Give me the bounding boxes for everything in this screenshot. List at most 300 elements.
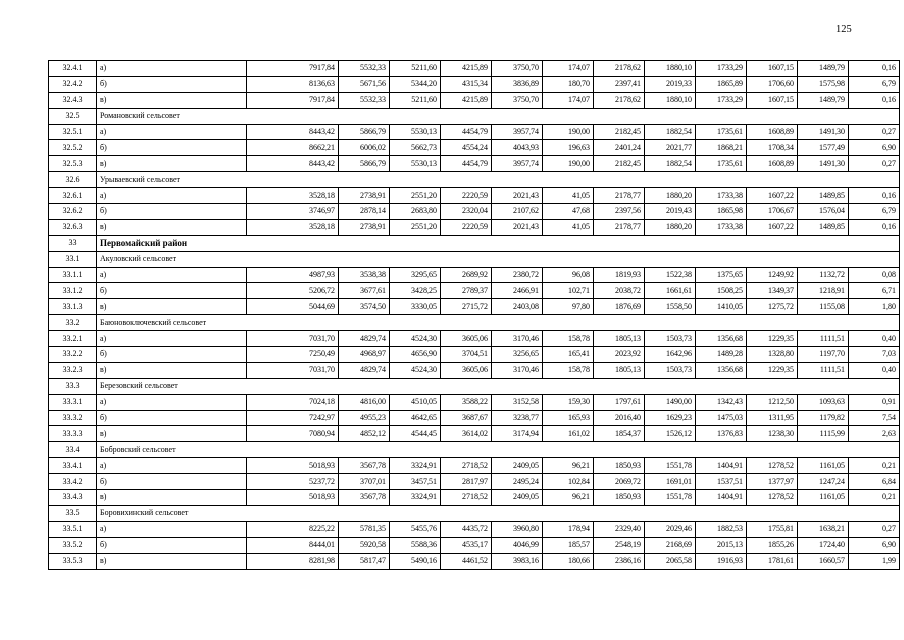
value-cell: 8443,42 (247, 156, 339, 172)
value-cell: 1724,40 (798, 537, 849, 553)
section-title: Бобровский сельсовет (97, 442, 900, 458)
row-code: 33.3.3 (49, 426, 97, 442)
value-cell: 3574,50 (339, 299, 390, 315)
value-cell: 1179,82 (798, 410, 849, 426)
value-cell: 1607,22 (747, 219, 798, 235)
section-title: Акуловский сельсовет (97, 251, 900, 267)
value-cell: 4829,74 (339, 362, 390, 378)
value-cell: 7031,70 (247, 331, 339, 347)
value-cell: 2789,37 (441, 283, 492, 299)
row-variant-label: а) (97, 61, 247, 77)
value-cell: 1882,54 (645, 124, 696, 140)
value-cell: 2466,91 (492, 283, 543, 299)
row-code: 33.5.3 (49, 553, 97, 569)
value-cell: 5530,13 (390, 156, 441, 172)
value-cell: 8443,42 (247, 124, 339, 140)
value-cell: 1642,96 (645, 347, 696, 363)
value-cell: 1132,72 (798, 267, 849, 283)
value-cell: 1805,13 (594, 362, 645, 378)
section-title: Романовский сельсовет (97, 108, 900, 124)
value-cell: 3983,16 (492, 553, 543, 569)
value-cell: 5532,33 (339, 61, 390, 77)
value-cell: 3170,46 (492, 331, 543, 347)
value-cell: 2069,72 (594, 474, 645, 490)
value-cell: 3687,67 (441, 410, 492, 426)
value-cell: 1489,79 (798, 92, 849, 108)
value-cell: 185,57 (543, 537, 594, 553)
table-row (49, 347, 900, 363)
district-title: Первомайский район (97, 235, 900, 251)
value-cell: 0,27 (849, 521, 900, 537)
value-cell: 2168,69 (645, 537, 696, 553)
row-variant-label: в) (97, 553, 247, 569)
value-cell: 0,91 (849, 394, 900, 410)
value-cell: 1880,10 (645, 61, 696, 77)
section-header-row (49, 108, 900, 124)
value-cell: 1854,37 (594, 426, 645, 442)
value-cell: 41,05 (543, 188, 594, 204)
value-cell: 2715,72 (441, 299, 492, 315)
row-code: 32.5.3 (49, 156, 97, 172)
value-cell: 2178,62 (594, 92, 645, 108)
value-cell: 1,99 (849, 553, 900, 569)
row-code: 32.5 (49, 108, 97, 124)
value-cell: 7,03 (849, 347, 900, 363)
value-cell: 3528,18 (247, 188, 339, 204)
value-cell: 159,30 (543, 394, 594, 410)
value-cell: 0,40 (849, 331, 900, 347)
section-header-row (49, 251, 900, 267)
row-code: 33.4.1 (49, 458, 97, 474)
value-cell: 3704,51 (441, 347, 492, 363)
value-cell: 2019,43 (645, 204, 696, 220)
value-cell: 4215,89 (441, 61, 492, 77)
value-cell: 8136,63 (247, 76, 339, 92)
value-cell: 196,63 (543, 140, 594, 156)
value-cell: 1865,89 (696, 76, 747, 92)
value-cell: 4524,30 (390, 331, 441, 347)
value-cell: 158,78 (543, 331, 594, 347)
value-cell: 0,21 (849, 490, 900, 506)
value-cell: 2178,62 (594, 61, 645, 77)
row-variant-label: б) (97, 537, 247, 553)
value-cell: 7031,70 (247, 362, 339, 378)
value-cell: 2495,24 (492, 474, 543, 490)
value-cell: 1733,38 (696, 219, 747, 235)
value-cell: 6006,02 (339, 140, 390, 156)
value-cell: 1551,78 (645, 458, 696, 474)
value-cell: 41,05 (543, 219, 594, 235)
value-cell: 6,90 (849, 140, 900, 156)
value-cell: 2386,16 (594, 553, 645, 569)
value-cell: 3707,01 (339, 474, 390, 490)
value-cell: 1660,57 (798, 553, 849, 569)
section-title: Березовский сельсовет (97, 378, 900, 394)
value-cell: 1865,98 (696, 204, 747, 220)
value-cell: 1489,85 (798, 188, 849, 204)
value-cell: 1607,15 (747, 92, 798, 108)
value-cell: 1855,26 (747, 537, 798, 553)
value-cell: 1404,91 (696, 458, 747, 474)
value-cell: 4968,97 (339, 347, 390, 363)
row-variant-label: а) (97, 331, 247, 347)
value-cell: 4510,05 (390, 394, 441, 410)
value-cell: 4461,52 (441, 553, 492, 569)
value-cell: 4454,79 (441, 156, 492, 172)
row-code: 33.2.3 (49, 362, 97, 378)
section-title: Баюновоключевский сельсовет (97, 315, 900, 331)
value-cell: 4215,89 (441, 92, 492, 108)
value-cell: 4046,99 (492, 537, 543, 553)
table-row (49, 61, 900, 77)
value-cell: 1876,69 (594, 299, 645, 315)
value-cell: 96,21 (543, 490, 594, 506)
value-cell: 5817,47 (339, 553, 390, 569)
row-code: 33.1.1 (49, 267, 97, 283)
value-cell: 1706,60 (747, 76, 798, 92)
value-cell: 3174,94 (492, 426, 543, 442)
value-cell: 3957,74 (492, 156, 543, 172)
value-cell: 1115,99 (798, 426, 849, 442)
value-cell: 3836,89 (492, 76, 543, 92)
value-cell: 2320,04 (441, 204, 492, 220)
value-cell: 1212,50 (747, 394, 798, 410)
tariff-table (48, 60, 900, 570)
row-variant-label: а) (97, 188, 247, 204)
value-cell: 1797,61 (594, 394, 645, 410)
value-cell: 190,00 (543, 156, 594, 172)
row-code: 33.3 (49, 378, 97, 394)
section-header-row (49, 315, 900, 331)
section-header-row (49, 505, 900, 521)
table-row (49, 490, 900, 506)
table-row (49, 331, 900, 347)
value-cell: 7024,18 (247, 394, 339, 410)
value-cell: 1781,61 (747, 553, 798, 569)
value-cell: 1526,12 (645, 426, 696, 442)
value-cell: 2718,52 (441, 458, 492, 474)
row-code: 33.3.2 (49, 410, 97, 426)
table-row (49, 188, 900, 204)
value-cell: 1522,38 (645, 267, 696, 283)
value-cell: 3677,61 (339, 283, 390, 299)
row-code: 33.2.1 (49, 331, 97, 347)
row-variant-label: а) (97, 458, 247, 474)
value-cell: 7080,94 (247, 426, 339, 442)
value-cell: 1608,89 (747, 124, 798, 140)
value-cell: 1249,92 (747, 267, 798, 283)
value-cell: 1278,52 (747, 490, 798, 506)
value-cell: 3605,06 (441, 362, 492, 378)
value-cell: 1558,50 (645, 299, 696, 315)
value-cell: 2380,72 (492, 267, 543, 283)
value-cell: 158,78 (543, 362, 594, 378)
value-cell: 5211,60 (390, 61, 441, 77)
value-cell: 0,27 (849, 124, 900, 140)
section-header-row (49, 378, 900, 394)
value-cell: 4816,00 (339, 394, 390, 410)
row-code: 33.3.1 (49, 394, 97, 410)
value-cell: 1706,67 (747, 204, 798, 220)
value-cell: 1229,35 (747, 331, 798, 347)
value-cell: 97,80 (543, 299, 594, 315)
value-cell: 2409,05 (492, 490, 543, 506)
value-cell: 1328,80 (747, 347, 798, 363)
table-row (49, 219, 900, 235)
row-variant-label: б) (97, 410, 247, 426)
row-variant-label: а) (97, 124, 247, 140)
value-cell: 1629,23 (645, 410, 696, 426)
value-cell: 1238,30 (747, 426, 798, 442)
value-cell: 1735,61 (696, 124, 747, 140)
table-row (49, 283, 900, 299)
value-cell: 3330,05 (390, 299, 441, 315)
value-cell: 6,79 (849, 204, 900, 220)
value-cell: 1356,68 (696, 362, 747, 378)
value-cell: 7250,49 (247, 347, 339, 363)
value-cell: 3428,25 (390, 283, 441, 299)
value-cell: 3238,77 (492, 410, 543, 426)
value-cell: 180,66 (543, 553, 594, 569)
value-cell: 0,27 (849, 156, 900, 172)
value-cell: 1819,93 (594, 267, 645, 283)
value-cell: 2182,45 (594, 156, 645, 172)
value-cell: 1410,05 (696, 299, 747, 315)
value-cell: 1575,98 (798, 76, 849, 92)
value-cell: 3750,70 (492, 61, 543, 77)
section-title: Боровихинский сельсовет (97, 505, 900, 521)
table-row (49, 140, 900, 156)
table-row (49, 76, 900, 92)
value-cell: 5866,79 (339, 124, 390, 140)
value-cell: 2038,72 (594, 283, 645, 299)
value-cell: 1868,21 (696, 140, 747, 156)
value-cell: 7,54 (849, 410, 900, 426)
value-cell: 178,94 (543, 521, 594, 537)
value-cell: 1882,54 (645, 156, 696, 172)
value-cell: 2403,08 (492, 299, 543, 315)
value-cell: 1375,65 (696, 267, 747, 283)
value-cell: 2738,91 (339, 188, 390, 204)
value-cell: 3152,58 (492, 394, 543, 410)
value-cell: 4656,90 (390, 347, 441, 363)
row-code: 32.6.2 (49, 204, 97, 220)
value-cell: 2021,77 (645, 140, 696, 156)
table-row (49, 537, 900, 553)
table-row (49, 410, 900, 426)
value-cell: 2178,77 (594, 188, 645, 204)
row-variant-label: а) (97, 267, 247, 283)
value-cell: 5920,58 (339, 537, 390, 553)
value-cell: 2182,45 (594, 124, 645, 140)
row-code: 32.6.3 (49, 219, 97, 235)
row-code: 32.4.2 (49, 76, 97, 92)
value-cell: 5455,76 (390, 521, 441, 537)
row-code: 32.5.2 (49, 140, 97, 156)
value-cell: 1489,85 (798, 219, 849, 235)
value-cell: 4642,65 (390, 410, 441, 426)
value-cell: 4454,79 (441, 124, 492, 140)
value-cell: 2016,40 (594, 410, 645, 426)
table-row (49, 474, 900, 490)
value-cell: 2329,40 (594, 521, 645, 537)
value-cell: 1093,63 (798, 394, 849, 410)
value-cell: 174,07 (543, 61, 594, 77)
value-cell: 1,80 (849, 299, 900, 315)
value-cell: 1805,13 (594, 331, 645, 347)
value-cell: 2021,43 (492, 219, 543, 235)
table-row (49, 553, 900, 569)
table-row (49, 362, 900, 378)
value-cell: 1475,03 (696, 410, 747, 426)
value-cell: 1111,51 (798, 362, 849, 378)
row-variant-label: в) (97, 490, 247, 506)
value-cell: 1503,73 (645, 331, 696, 347)
value-cell: 1377,97 (747, 474, 798, 490)
value-cell: 102,71 (543, 283, 594, 299)
value-cell: 1503,73 (645, 362, 696, 378)
value-cell: 0,16 (849, 61, 900, 77)
value-cell: 2689,92 (441, 267, 492, 283)
value-cell: 2683,80 (390, 204, 441, 220)
table-row (49, 92, 900, 108)
value-cell: 3324,91 (390, 490, 441, 506)
value-cell: 1576,04 (798, 204, 849, 220)
value-cell: 7917,84 (247, 92, 339, 108)
value-cell: 4315,34 (441, 76, 492, 92)
value-cell: 2551,20 (390, 188, 441, 204)
value-cell: 8444,01 (247, 537, 339, 553)
value-cell: 1880,20 (645, 219, 696, 235)
value-cell: 102,84 (543, 474, 594, 490)
value-cell: 3746,97 (247, 204, 339, 220)
value-cell: 2029,46 (645, 521, 696, 537)
row-variant-label: в) (97, 299, 247, 315)
value-cell: 1197,70 (798, 347, 849, 363)
value-cell: 3170,46 (492, 362, 543, 378)
value-cell: 96,21 (543, 458, 594, 474)
section-header-row (49, 172, 900, 188)
value-cell: 0,21 (849, 458, 900, 474)
value-cell: 2551,20 (390, 219, 441, 235)
row-variant-label: а) (97, 394, 247, 410)
value-cell: 5018,93 (247, 490, 339, 506)
table-row (49, 156, 900, 172)
value-cell: 5044,69 (247, 299, 339, 315)
value-cell: 5588,36 (390, 537, 441, 553)
value-cell: 2021,43 (492, 188, 543, 204)
value-cell: 1882,53 (696, 521, 747, 537)
value-cell: 1733,29 (696, 92, 747, 108)
section-title: Урываевский сельсовет (97, 172, 900, 188)
value-cell: 2220,59 (441, 188, 492, 204)
value-cell: 3324,91 (390, 458, 441, 474)
value-cell: 2878,14 (339, 204, 390, 220)
value-cell: 8225,22 (247, 521, 339, 537)
row-variant-label: б) (97, 140, 247, 156)
value-cell: 5671,56 (339, 76, 390, 92)
value-cell: 1404,91 (696, 490, 747, 506)
value-cell: 180,70 (543, 76, 594, 92)
value-cell: 2548,19 (594, 537, 645, 553)
row-code: 33.5.1 (49, 521, 97, 537)
row-variant-label: б) (97, 347, 247, 363)
section-header-row (49, 442, 900, 458)
value-cell: 5206,72 (247, 283, 339, 299)
value-cell: 1508,25 (696, 283, 747, 299)
value-cell: 5866,79 (339, 156, 390, 172)
value-cell: 5781,35 (339, 521, 390, 537)
value-cell: 4829,74 (339, 331, 390, 347)
value-cell: 5344,20 (390, 76, 441, 92)
table-row (49, 267, 900, 283)
value-cell: 1111,51 (798, 331, 849, 347)
row-code: 32.6.1 (49, 188, 97, 204)
value-cell: 1733,29 (696, 61, 747, 77)
value-cell: 1491,30 (798, 156, 849, 172)
value-cell: 0,08 (849, 267, 900, 283)
row-variant-label: б) (97, 204, 247, 220)
value-cell: 1916,93 (696, 553, 747, 569)
value-cell: 3567,78 (339, 458, 390, 474)
value-cell: 2178,77 (594, 219, 645, 235)
value-cell: 1638,21 (798, 521, 849, 537)
value-cell: 3750,70 (492, 92, 543, 108)
value-cell: 165,41 (543, 347, 594, 363)
value-cell: 1356,68 (696, 331, 747, 347)
row-code: 33.4.2 (49, 474, 97, 490)
value-cell: 1607,15 (747, 61, 798, 77)
value-cell: 2015,13 (696, 537, 747, 553)
value-cell: 1161,05 (798, 490, 849, 506)
row-code: 33.4.3 (49, 490, 97, 506)
row-code: 33.2.2 (49, 347, 97, 363)
row-code: 32.4.1 (49, 61, 97, 77)
value-cell: 1278,52 (747, 458, 798, 474)
value-cell: 2019,33 (645, 76, 696, 92)
value-cell: 4554,24 (441, 140, 492, 156)
value-cell: 0,16 (849, 188, 900, 204)
value-cell: 161,02 (543, 426, 594, 442)
value-cell: 2107,62 (492, 204, 543, 220)
value-cell: 1577,49 (798, 140, 849, 156)
value-cell: 2397,41 (594, 76, 645, 92)
value-cell: 1850,93 (594, 490, 645, 506)
value-cell: 1608,89 (747, 156, 798, 172)
value-cell: 5530,13 (390, 124, 441, 140)
value-cell: 96,08 (543, 267, 594, 283)
value-cell: 4043,93 (492, 140, 543, 156)
row-code: 32.4.3 (49, 92, 97, 108)
value-cell: 3605,06 (441, 331, 492, 347)
value-cell: 4535,17 (441, 537, 492, 553)
row-code: 33.1.3 (49, 299, 97, 315)
row-code: 33.1 (49, 251, 97, 267)
value-cell: 1218,91 (798, 283, 849, 299)
value-cell: 0,40 (849, 362, 900, 378)
row-code: 33.1.2 (49, 283, 97, 299)
value-cell: 1489,79 (798, 61, 849, 77)
value-cell: 1489,28 (696, 347, 747, 363)
value-cell: 1733,38 (696, 188, 747, 204)
value-cell: 3457,51 (390, 474, 441, 490)
row-code: 33.2 (49, 315, 97, 331)
value-cell: 8662,21 (247, 140, 339, 156)
value-cell: 2718,52 (441, 490, 492, 506)
value-cell: 1735,61 (696, 156, 747, 172)
value-cell: 5662,73 (390, 140, 441, 156)
value-cell: 2,63 (849, 426, 900, 442)
